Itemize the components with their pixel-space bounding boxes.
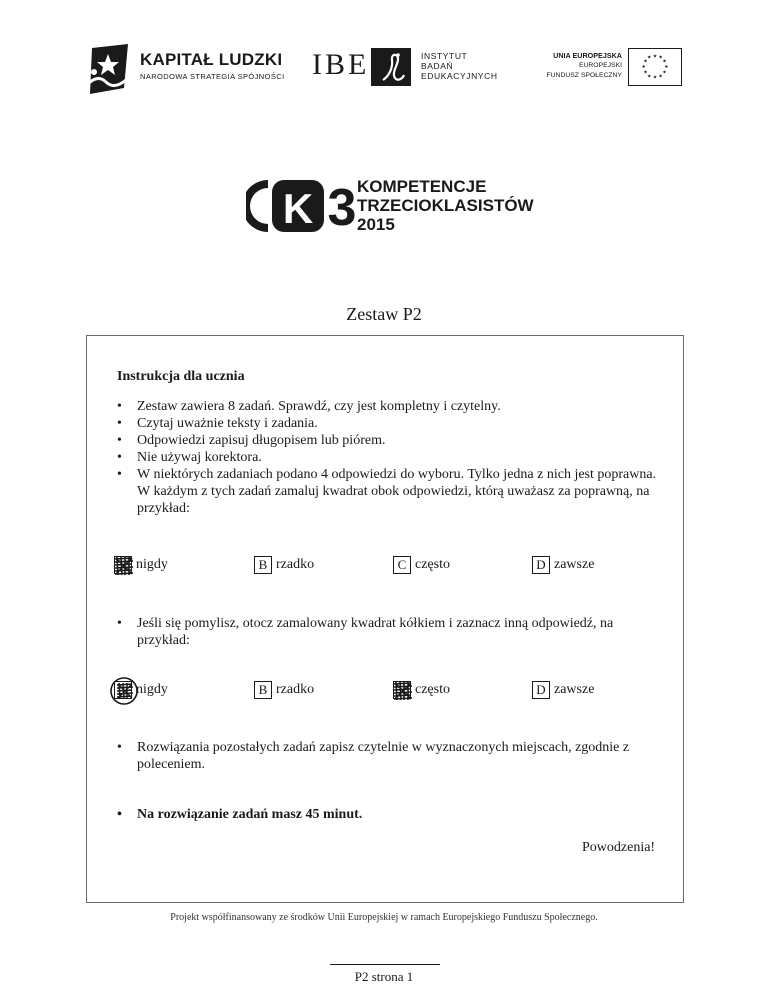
svg-text:★: ★ — [658, 55, 663, 61]
list-item: • Nie używaj korektora. — [117, 449, 657, 466]
k3-text-line-2: TRZECIOKLASISTÓW — [357, 196, 534, 215]
list-item: • Zestaw zawiera 8 zadań. Sprawdź, czy jest kompletny i czytelny. — [117, 398, 657, 415]
answer-box-filled — [114, 556, 132, 574]
kapital-ludzki-title: KAPITAŁ LUDZKI — [140, 50, 283, 69]
closing-text: Powodzenia! — [582, 840, 656, 855]
ibe-line-3: EDUKACYJNYCH — [421, 71, 498, 81]
funding-footer: Projekt współfinansowany ze środków Unii Europejskiej w ramach Europejskiego Funduszu Społecznego. — [170, 912, 598, 923]
ibe-full-name — [421, 51, 498, 81]
ibe-line-1: INSTYTUT — [421, 51, 468, 61]
eu-label — [534, 51, 622, 81]
example1-option-d — [532, 556, 594, 574]
eu-line-1: UNIA EUROPEJSKA — [553, 51, 622, 60]
svg-text:★: ★ — [647, 74, 652, 80]
svg-text:★: ★ — [652, 54, 658, 60]
mistake-instruction: Jeśli się pomylisz, otocz zamalowany kwadrat kółkiem i zaznacz inną odpowiedź, na przykład: — [137, 616, 614, 648]
answer-box: B — [254, 681, 272, 699]
k3-digit: 3 — [327, 179, 356, 234]
answer-label: często — [415, 682, 450, 697]
list-item: • Na rozwiązanie zadań masz 45 minut. — [117, 807, 363, 822]
instruction-heading: Instrukcja dla ucznia — [117, 369, 245, 384]
list-item: • Jeśli się pomylisz, otocz zamalowany kwadrat kółkiem i zaznacz inną odpowiedź, na przykład: — [117, 616, 614, 648]
svg-text:★: ★ — [641, 64, 646, 70]
example1-option-c — [393, 556, 450, 574]
k3-text-line-3: 2015 — [357, 215, 395, 234]
example2-option-b — [254, 681, 314, 699]
time-instruction: Na rozwiązanie zadań masz 45 minut. — [137, 807, 363, 822]
answer-label: rzadko — [276, 557, 315, 572]
answer-label: zawsze — [554, 557, 595, 572]
k3-logo-mark — [246, 178, 356, 234]
list-item: • Odpowiedzi zapisuj długopisem lub piórem. — [117, 432, 657, 449]
answer-box: D — [532, 681, 550, 699]
eu-line-3: FUNDUSZ SPOŁECZNY — [546, 72, 622, 79]
example1-option-a — [114, 556, 168, 574]
example2-option-c — [393, 681, 450, 699]
k3-bracket-icon — [246, 180, 268, 232]
eu-line-2: EUROPEJSKI — [578, 62, 622, 69]
list-item: • Rozwiązania pozostałych zadań zapisz czytelnie w wyznaczonych miejscach, zgodnie z poleceniem. — [117, 740, 630, 772]
answer-box: B — [254, 556, 272, 574]
answer-label: często — [415, 557, 450, 572]
example2-option-a — [114, 681, 168, 699]
page-number-divider — [330, 964, 440, 965]
k3-logo-text — [357, 177, 534, 234]
list-item: • W niektórych zadaniach podano 4 odpowiedzi do wyboru. Tylko jedna z nich jest poprawna. W każdym z tych zadań zamaluj kwadrat obok odpowiedzi, którą uważasz za poprawną, na przykład: — [117, 466, 657, 517]
kapital-ludzki-subtitle: NARODOWA STRATEGIA SPÓJNOŚCI — [140, 72, 285, 81]
example2-option-d — [532, 681, 594, 699]
svg-text:★: ★ — [643, 70, 648, 76]
svg-text:★: ★ — [643, 59, 648, 65]
solutions-instruction: Rozwiązania pozostałych zadań zapisz czytelnie w wyznaczonych miejscach, zgodnie z poleceniem. — [137, 740, 630, 772]
example1-option-b — [254, 556, 314, 574]
set-title: Zestaw P2 — [346, 304, 422, 324]
answer-label: rzadko — [276, 682, 315, 697]
answer-box-circled — [114, 681, 132, 699]
kapital-ludzki-emblem-icon — [84, 44, 132, 96]
list-item: • Czytaj uważnie teksty i zadania. — [117, 415, 657, 432]
scribble-fill-icon — [113, 555, 135, 577]
ibe-swirl-icon — [371, 48, 411, 86]
answer-label: nigdy — [136, 682, 168, 697]
k3-letter: K — [282, 185, 314, 232]
svg-text:★: ★ — [652, 75, 658, 81]
svg-text:★: ★ — [662, 59, 667, 65]
ibe-logo-mark — [371, 48, 411, 86]
eu-flag-icon — [628, 48, 682, 86]
instruction-list — [117, 398, 657, 517]
circled-scribble-icon — [109, 676, 139, 706]
svg-text:★: ★ — [664, 64, 669, 70]
page-number: P2 strona 1 — [354, 969, 414, 984]
answer-box: C — [393, 556, 411, 574]
svg-text:★: ★ — [658, 74, 663, 80]
svg-text:★: ★ — [662, 70, 667, 76]
scribble-fill-icon — [392, 680, 414, 702]
answer-label: nigdy — [136, 557, 168, 572]
ibe-short-name: IBE — [312, 48, 370, 81]
answer-box: D — [532, 556, 550, 574]
answer-box-filled — [393, 681, 411, 699]
k3-text-line-1: KOMPETENCJE — [357, 177, 487, 196]
svg-text:★: ★ — [647, 55, 652, 61]
answer-label: zawsze — [554, 682, 595, 697]
ibe-line-2: BADAŃ — [421, 61, 454, 71]
